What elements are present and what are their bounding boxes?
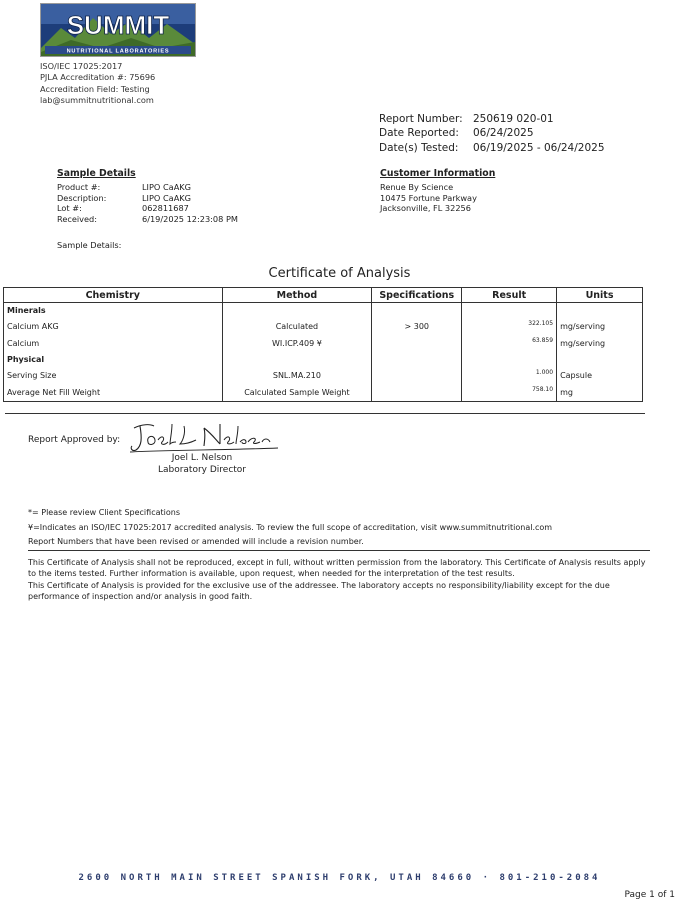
dates-tested-value: 06/19/2025 - 06/24/2025 — [473, 141, 605, 154]
description-row — [57, 193, 238, 204]
header-method: Method — [222, 288, 372, 303]
lab-field: Accreditation Field: Testing — [40, 83, 150, 94]
disclaimer-line: This Certificate of Analysis shall not be reproduced, except in full, without written permission from the laboratory. This Certificate of Analysis results apply — [28, 558, 646, 567]
signer-name: Joel L. Nelson — [171, 453, 233, 463]
description-label: Description: — [57, 192, 107, 203]
product-value: LIPO CaAKG — [142, 181, 192, 192]
footer-address: 2600 NORTH MAIN STREET SPANISH FORK, UTAH 84660 · 801-210-2084 — [78, 873, 601, 883]
empty-cell — [372, 303, 462, 319]
sample-details-line: Sample Details: — [57, 240, 122, 250]
received-value: 6/19/2025 12:23:08 PM — [142, 214, 238, 225]
cell-chemistry: Calcium — [4, 335, 223, 352]
cell-units: mg/serving — [557, 318, 643, 335]
empty-cell — [222, 352, 372, 367]
table-row — [4, 367, 643, 384]
divider — [5, 413, 645, 414]
customer-heading: Customer Information — [380, 168, 496, 179]
report-number-label: Report Number: — [379, 113, 463, 125]
empty-cell — [462, 352, 557, 367]
signature — [128, 420, 280, 456]
cell-chemistry: Average Net Fill Weight — [4, 384, 223, 402]
cell-chemistry: Serving Size — [4, 367, 223, 384]
description-value: LIPO CaAKG — [142, 192, 192, 203]
divider — [28, 550, 650, 551]
disclaimer-line: to the items tested. Further information is available, upon request, when needed for the interpretation of the test results. — [28, 569, 515, 579]
header-result: Result — [462, 288, 557, 303]
disclaimer-line: performance of inspection and/or analysis in good faith. — [28, 592, 253, 602]
disclaimer — [28, 557, 648, 603]
customer-address2: Jacksonville, FL 32256 — [380, 203, 471, 214]
cell-units: mg/serving — [557, 335, 643, 352]
empty-cell — [372, 352, 462, 367]
table-row — [4, 384, 643, 402]
header-specifications: Specifications — [372, 288, 462, 303]
sample-details-heading: Sample Details — [57, 168, 136, 179]
table-row — [4, 335, 643, 352]
empty-cell — [462, 303, 557, 319]
lab-info — [40, 61, 155, 106]
cell-result: 322.105 — [462, 318, 557, 335]
lab-pjla: PJLA Accreditation #: 75696 — [40, 72, 156, 83]
empty-cell — [222, 303, 372, 319]
report-number-row — [379, 112, 605, 126]
customer-address1: 10475 Fortune Parkway — [380, 192, 477, 203]
cell-method: SNL.MA.210 — [222, 367, 372, 384]
table-row — [4, 318, 643, 335]
logo-subtitle: NUTRITIONAL LABORATORIES — [66, 48, 170, 55]
cell-units: mg — [557, 384, 643, 402]
customer-info — [380, 169, 495, 214]
dates-tested-label: Date(s) Tested: — [379, 141, 459, 154]
cell-result: 758.10 — [462, 384, 557, 402]
note-accredited: ¥=Indicates an ISO/IEC 17025:2017 accredited analysis. To review the full scope of accreditation, visit www.summitnutritional.com — [28, 522, 553, 532]
cell-spec — [372, 335, 462, 352]
empty-cell — [557, 352, 643, 367]
note-revision: Report Numbers that have been revised or amended will include a revision number. — [28, 537, 364, 546]
disclaimer-line: This Certificate of Analysis is provided for the exclusive use of the addressee. The laboratory accepts no responsibility/liability except for the due — [28, 580, 610, 590]
lot-value: 062811687 — [142, 203, 189, 214]
cell-result: 1.000 — [462, 367, 557, 384]
certificate-title: Certificate of Analysis — [268, 266, 411, 281]
cell-chemistry: Calcium AKG — [4, 318, 223, 335]
customer-name: Renue By Science — [380, 181, 454, 192]
cell-spec — [372, 384, 462, 402]
section-minerals: Minerals — [4, 303, 223, 319]
report-number-value: 250619 020-01 — [473, 113, 554, 125]
received-label: Received: — [57, 214, 98, 225]
header-chemistry: Chemistry — [4, 288, 223, 303]
note-client-specs: *= Please review Client Specifications — [28, 508, 180, 517]
lab-email: lab@summitnutritional.com — [40, 94, 154, 105]
date-reported-row — [379, 126, 605, 140]
cell-method: Calculated Sample Weight — [222, 384, 372, 402]
results-table — [3, 287, 643, 402]
cell-result: 63.859 — [462, 335, 557, 352]
lot-label: Lot #: — [57, 203, 82, 214]
cell-method: Calculated — [222, 318, 372, 335]
cell-method: WI.ICP.409 ¥ — [222, 335, 372, 352]
notes — [28, 506, 552, 550]
summit-logo — [40, 3, 196, 57]
sample-details — [57, 169, 238, 225]
section-row — [4, 303, 643, 319]
cell-spec — [372, 367, 462, 384]
logo-name: SUMMIT — [66, 10, 170, 40]
product-label: Product #: — [57, 181, 101, 192]
empty-cell — [557, 303, 643, 319]
lot-row — [57, 203, 238, 214]
dates-tested-row — [379, 141, 605, 155]
lab-iso: ISO/IEC 17025:2017 — [40, 61, 123, 71]
summit-logo-graphic — [41, 4, 195, 56]
table-header-row — [4, 288, 643, 303]
approved-by-label: Report Approved by: — [28, 435, 121, 445]
page-number: Page 1 of 1 — [624, 890, 675, 900]
product-row — [57, 182, 238, 193]
received-row — [57, 214, 238, 225]
signer-title: Laboratory Director — [157, 464, 247, 475]
header-units: Units — [557, 288, 643, 303]
section-physical: Physical — [4, 352, 223, 367]
cell-spec: > 300 — [372, 318, 462, 335]
cell-units: Capsule — [557, 367, 643, 384]
signer-block — [132, 453, 272, 476]
date-reported-label: Date Reported: — [379, 127, 459, 140]
section-row — [4, 352, 643, 367]
date-reported-value: 06/24/2025 — [473, 127, 534, 140]
report-meta — [379, 112, 605, 155]
